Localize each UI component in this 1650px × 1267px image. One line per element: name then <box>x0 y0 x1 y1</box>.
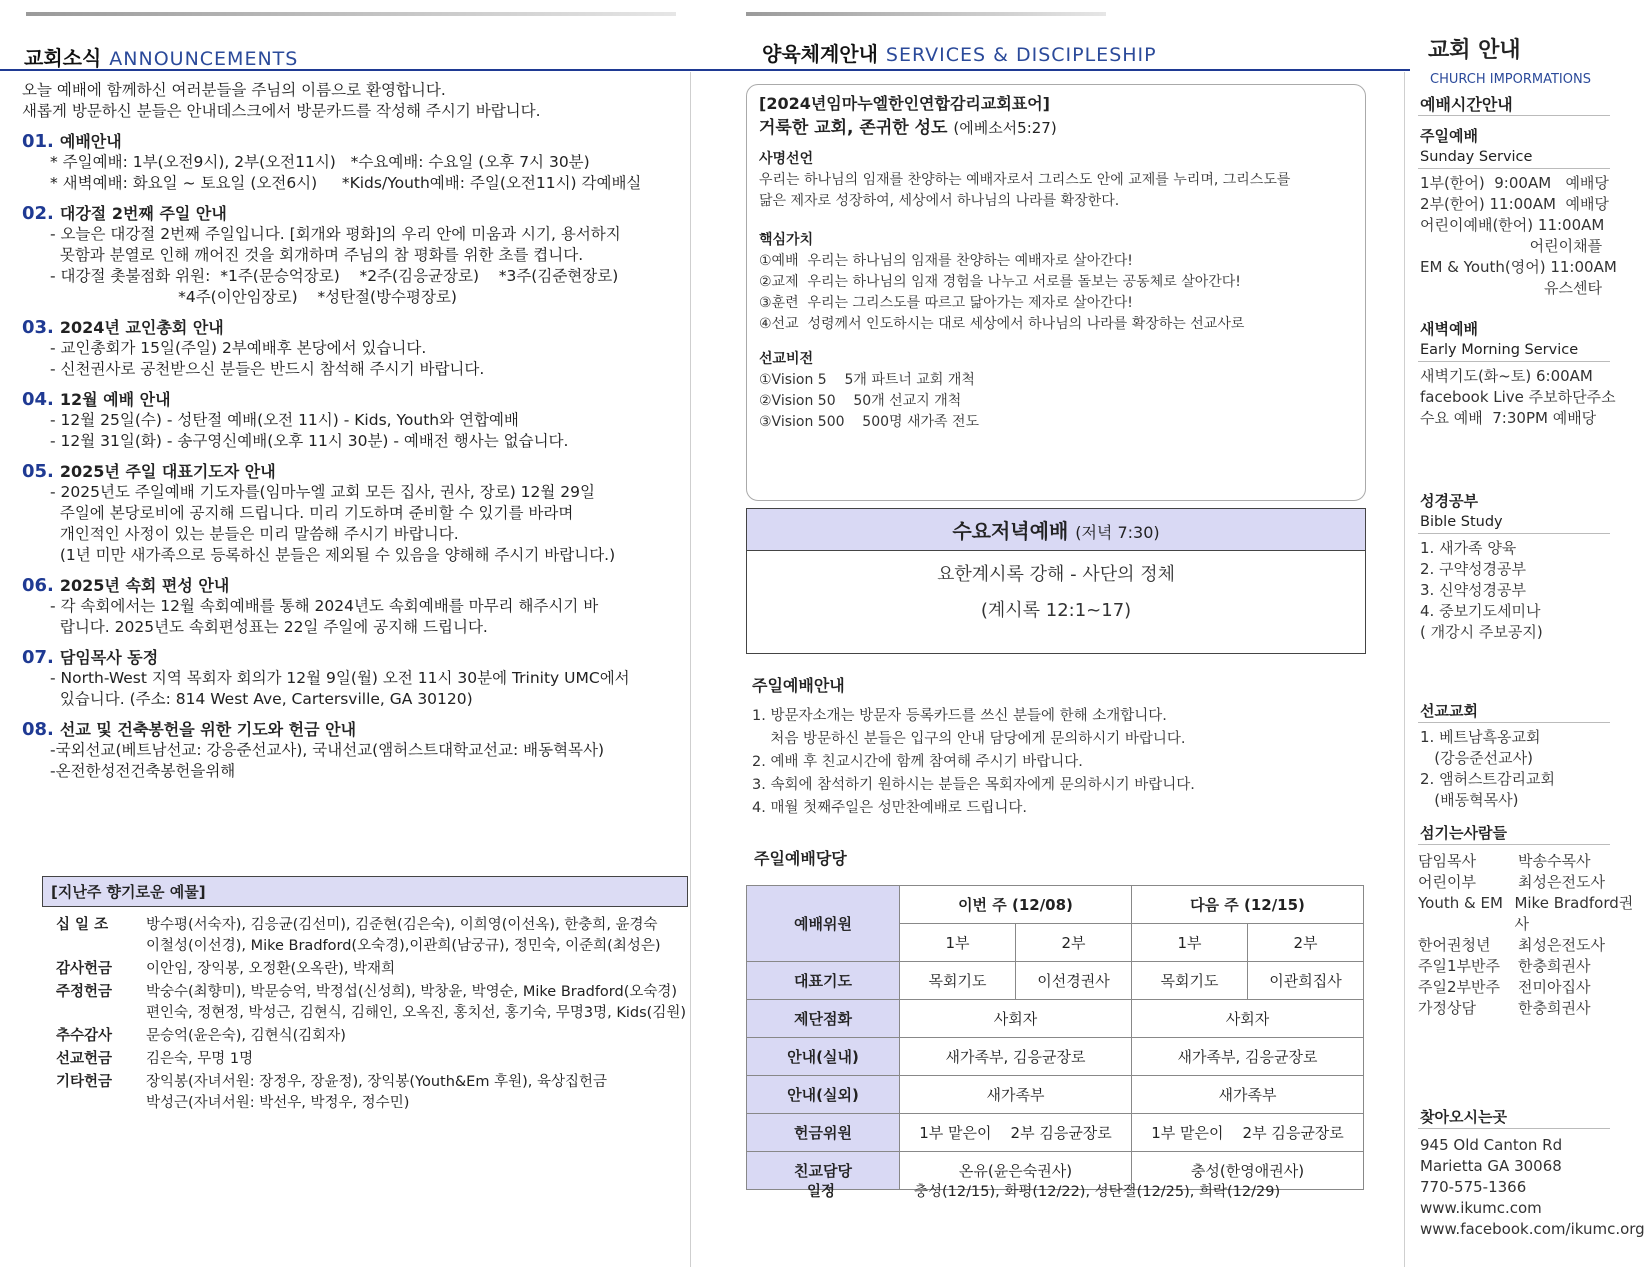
staff-row <box>1418 893 1643 935</box>
core-values-title: 핵심가치 <box>759 232 814 248</box>
guide-line: 처음 방문하신 분들은 입구의 안내 담당에게 문의하시기 바랍니다. <box>752 731 1186 747</box>
motto-reference: (에베소서5:27) <box>953 119 1057 137</box>
staff-row <box>1418 956 1643 977</box>
announcement-line: 개인적인 사정이 있는 분들은 미리 말씀해 주시기 바랍니다. <box>50 525 459 543</box>
mission-church-item: (배동혁목사) <box>1420 791 1519 809</box>
staff-role: 주일1부반주 <box>1418 957 1500 975</box>
announcement-line: -온전한성전건축봉헌을위해 <box>50 762 236 780</box>
staff-role: 한어권청년 <box>1418 936 1491 954</box>
offering-names: 문승억(윤은숙), 김현식(김회자) <box>146 1028 346 1044</box>
announcements-column <box>22 80 687 782</box>
announcement-heading: 선교 및 건축봉헌을 위한 기도와 헌금 안내 <box>59 720 357 739</box>
service-1-header: 1부 <box>1132 924 1248 962</box>
wednesday-service-box <box>746 508 1366 654</box>
duty-cell: 이선경권사 <box>1016 962 1132 1000</box>
table-row <box>747 1114 1364 1152</box>
offering-names: 장익봉(자녀서원: 장정우, 장윤정), 장익봉(Youth&Em 후원), 육상집헌금 박성근(자녀서원: 박선우, 박정우, 정수민) <box>146 1074 608 1111</box>
announcement-item <box>22 317 687 380</box>
sunday-service-title-en: Sunday Service <box>1418 147 1610 169</box>
sermon-scripture: (계시록 12:1~17) <box>980 600 1132 621</box>
offering-names: 박숭수(최향미), 박문승억, 박정섭(신성희), 박창윤, 박영순, Mike Bradford(오숙경) 편인숙, 정현정, 박성근, 김현식, 김해인, 오옥진, 홍치선, 홍기숙, 무명3명, Kids(김원) <box>146 984 686 1021</box>
staff-row <box>1418 851 1643 872</box>
duty-role: 친교담당 <box>747 1152 900 1190</box>
announcement-number: 01. <box>22 131 54 152</box>
service-time-line: 새벽기도(화~토) 6:00AM <box>1420 367 1593 385</box>
guide-line: 2. 예배 후 친교시간에 함께 참여해 주시기 바랍니다. <box>752 754 1083 770</box>
services-title-ko: 양육체계안내 <box>762 42 878 66</box>
announcement-title <box>22 719 687 740</box>
announcement-line: - 12월 25일(수) - 성탄절 예배(오전 11시) - Kids, Youth와 연합예배 <box>50 411 519 429</box>
announcement-body <box>22 338 687 380</box>
staff-title: 섬기는사람들 <box>1418 823 1610 845</box>
announcement-body <box>22 152 687 194</box>
staff-role: 주일2부반주 <box>1418 978 1500 996</box>
duty-cell: 온유(윤은숙권사) <box>900 1152 1132 1190</box>
dawn-service-title-en: Early Morning Service <box>1418 340 1610 362</box>
staff-role: 가정상담 <box>1418 999 1476 1017</box>
duty-cell: 새가족부 <box>1132 1076 1364 1114</box>
bible-study-item: 4. 중보기도세미나 <box>1420 602 1541 620</box>
announcement-title <box>22 461 687 482</box>
bible-study-item: 2. 구약성경공부 <box>1420 560 1527 578</box>
wednesday-service-time: (저녁 7:30) <box>1075 523 1160 542</box>
announcement-heading: 대강절 2번째 주일 안내 <box>59 204 227 223</box>
offering-label: 추수감사 <box>56 1028 113 1044</box>
service-time-line: 어린이채플 <box>1420 237 1603 255</box>
service-2-header: 2부 <box>1016 924 1132 962</box>
services-title-en: SERVICES & DISCIPLESHIP <box>885 44 1157 66</box>
announcement-number: 06. <box>22 575 54 596</box>
duty-role: 안내(실내) <box>747 1038 900 1076</box>
announcement-body <box>22 410 687 452</box>
staff-name: 박송수목사 <box>1518 852 1591 870</box>
bible-study-title-ko: 성경공부 <box>1420 492 1478 510</box>
core-values-text: ①예배 우리는 하나님의 임재를 찬양하는 예배자로 살아간다! ②교제 우리는 하나님의 임재 경험을 나누고 서로를 돌보는 공동체로 살아간다! ③훈련 우리는 그리스도를 따르고 닮아가는 제자로 살아간다! ④선교 성령께서 인도하시는 대로 세상에서 하나님의 나라를 확장하는 선교사로 <box>759 253 1245 332</box>
announcement-item <box>22 647 687 710</box>
announcement-title <box>22 389 687 410</box>
duty-cell: 새가족부, 김응균장로 <box>1132 1038 1364 1076</box>
offering-box <box>42 876 688 1114</box>
announcement-line: 있습니다. (주소: 814 West Ave, Cartersville, GA 30120) <box>50 690 473 708</box>
offering-row <box>42 1072 688 1114</box>
announcement-line: (1년 미만 새가족으로 등록하신 분들은 제외될 수 있음을 양해해 주시기 바랍니다.) <box>50 546 616 564</box>
announcement-item <box>22 719 687 782</box>
sermon-title: 요한계시록 강해 - 사단의 정체 <box>936 564 1176 585</box>
sunday-guide-title: 주일예배안내 <box>752 676 845 695</box>
motto-year: [2024년임마누엘한인연합감리교회표어] <box>759 94 1050 113</box>
announcement-item <box>22 389 687 452</box>
announcement-line: *4주(이안임장로) *성탄절(방수평장로) <box>50 288 457 306</box>
welcome-line: 새롭게 방문하신 분들은 안내데스크에서 방문카드를 작성해 주시기 바랍니다. <box>22 102 541 120</box>
announcement-title <box>22 647 687 668</box>
welcome-line: 오늘 예배에 함께하신 여러분들을 주님의 이름으로 환영합니다. <box>22 81 446 99</box>
schedule-text: 충성(12/15), 화평(12/22), 성탄절(12/25), 희락(12/29) <box>914 1184 1281 1200</box>
mission-statement-title: 사명선언 <box>759 151 814 167</box>
duty-table <box>746 885 1364 1190</box>
address-block <box>1418 1135 1643 1240</box>
bible-study-item: 3. 신약성경공부 <box>1420 581 1527 599</box>
mission-statement-text: 우리는 하나님의 임재를 찬양하는 예배자로서 그리스도 안에 교제를 누리며, 그리스도를 닮은 제자로 성장하여, 세상에서 하나님의 나라를 확장한다. <box>759 172 1291 209</box>
duty-head-label: 예배위원 <box>747 886 900 962</box>
announcement-item <box>22 575 687 638</box>
offering-row <box>42 959 688 980</box>
announcement-line: * 새벽예배: 화요일 ~ 토요일 (오전6시) *Kids/Youth예배: 주일(오전11시) 각예배실 <box>50 174 642 192</box>
announcement-line: - 2025년도 주일예배 기도자를(임마누엘 교회 모든 집사, 권사, 장로) 12월 29일 <box>50 483 596 501</box>
announcement-number: 07. <box>22 647 54 668</box>
bible-study-title-en: Bible Study <box>1418 512 1610 534</box>
announcement-item <box>22 461 687 566</box>
worship-times-title: 예배시간안내 <box>1418 94 1610 116</box>
bible-study-item: 1. 새가족 양육 <box>1420 539 1517 557</box>
announcement-line: - 대강절 촛불점화 위원: *1주(문승억장로) *2주(김응균장로) *3주(김준현장로) <box>50 267 619 285</box>
announcement-line: - 신천권사로 공천받으신 분들은 반드시 참석해 주시기 바랍니다. <box>50 360 485 378</box>
top-rule-middle <box>746 12 1106 16</box>
guide-line: 3. 속회에 참석하기 원하시는 분들은 목회자에게 문의하시기 바랍니다. <box>752 777 1195 793</box>
mission-vision-title: 선교비전 <box>759 351 814 367</box>
announcement-number: 08. <box>22 719 54 740</box>
bible-study-list <box>1418 538 1643 643</box>
announcement-item <box>22 203 687 308</box>
duty-cell: 목회기도 <box>1132 962 1248 1000</box>
announcement-line: 못함과 분열로 인해 깨어진 것을 회개하며 주님의 참 평화를 위한 초를 켭니다. <box>50 246 584 264</box>
column-divider-1 <box>690 72 691 1267</box>
announcement-title <box>22 131 687 152</box>
announcement-body <box>22 482 687 566</box>
table-row <box>747 1076 1364 1114</box>
address-line: 945 Old Canton Rd <box>1420 1136 1563 1154</box>
announcement-number: 03. <box>22 317 54 338</box>
duty-cell: 목회기도 <box>900 962 1016 1000</box>
motto-text: 거룩한 교회, 존귀한 성도 <box>759 118 948 138</box>
service-2-header: 2부 <box>1248 924 1364 962</box>
staff-name: 한충희권사 <box>1518 999 1591 1017</box>
mission-church-item: (강응준선교사) <box>1420 749 1533 767</box>
duty-cell: 1부 맡은이 2부 김응균장로 <box>1132 1114 1364 1152</box>
announcements-header <box>24 42 298 71</box>
address-line: 770-575-1366 <box>1420 1178 1527 1196</box>
announcement-heading: 2025년 속회 편성 안내 <box>59 576 230 595</box>
address-line: www.ikumc.com <box>1420 1199 1542 1217</box>
offering-label: 기타헌금 <box>56 1074 113 1090</box>
motto <box>759 118 1353 139</box>
announcement-line: 랍니다. 2025년도 속회편성표는 22일 주일에 공지해 드립니다. <box>50 618 488 636</box>
duty-cell: 새가족부 <box>900 1076 1132 1114</box>
address-line: www.facebook.com/ikumc.org <box>1420 1220 1645 1238</box>
next-week-header: 다음 주 (12/15) <box>1132 886 1364 924</box>
announcement-item <box>22 131 687 194</box>
service-time-line: facebook Live 주보하단주소 <box>1420 388 1616 406</box>
announcement-heading: 2024년 교인총회 안내 <box>59 318 224 337</box>
service-time-line: 2부(한어) 11:00AM 예배당 <box>1420 195 1609 213</box>
table-row <box>747 1000 1364 1038</box>
bible-study-item: ( 개강시 주보공지) <box>1420 623 1543 641</box>
offering-row <box>42 982 688 1024</box>
fellowship-schedule <box>746 1180 1280 1201</box>
announcement-body <box>22 668 687 710</box>
announcement-title <box>22 317 687 338</box>
announcement-line: -국외선교(베트남선교: 강응준선교사), 국내선교(앰허스트대학교선교: 배동혁목사) <box>50 741 605 759</box>
sunday-guide <box>752 674 1372 820</box>
announcement-body <box>22 596 687 638</box>
mission-church-item: 1. 베트남흑옹교회 <box>1420 728 1541 746</box>
sunday-service-times <box>1418 173 1643 299</box>
offering-names: 김은숙, 무명 1명 <box>146 1051 254 1067</box>
sunday-service-title-ko: 주일예배 <box>1420 127 1478 145</box>
staff-name: Mike Bradford권사 <box>1514 894 1634 933</box>
church-info-title: 교회 안내 <box>1428 38 1521 63</box>
service-time-line: EM & Youth(영어) 11:00AM <box>1420 258 1617 276</box>
duty-cell: 사회자 <box>1132 1000 1364 1038</box>
offering-label: 십 일 조 <box>56 917 109 933</box>
mission-churches-title: 선교교회 <box>1418 701 1610 723</box>
wednesday-service-header <box>747 509 1365 551</box>
duty-role: 제단점화 <box>747 1000 900 1038</box>
service-time-line: 1부(한어) 9:00AM 예배당 <box>1420 174 1609 192</box>
dawn-service-times <box>1418 366 1643 429</box>
announcement-heading: 담임목사 동정 <box>59 648 159 667</box>
guide-line: 1. 방문자소개는 방문자 등록카드를 쓰신 분들에 한해 소개합니다. <box>752 708 1167 724</box>
announcement-line: - 각 속회에서는 12월 속회예배를 통해 2024년도 속회예배를 마무리 해주시기 바 <box>50 597 599 615</box>
staff-name: 최성은전도사 <box>1518 873 1605 891</box>
welcome-text <box>22 80 687 122</box>
duty-cell: 사회자 <box>900 1000 1132 1038</box>
announcement-list <box>22 131 687 782</box>
announcement-line: - North-West 지역 목회자 회의가 12월 9일(월) 오전 11시 30분에 Trinity UMC에서 <box>50 669 630 687</box>
wednesday-sermon <box>747 551 1365 629</box>
sunday-guide-list <box>752 705 1372 820</box>
duty-title: 주일예배당당 <box>754 849 847 868</box>
staff-row <box>1418 872 1643 893</box>
announcements-title-en: ANNOUNCEMENTS <box>109 48 299 70</box>
announcement-title <box>22 575 687 596</box>
offering-row <box>42 1049 688 1070</box>
service-1-header: 1부 <box>900 924 1016 962</box>
duty-cell: 1부 맡은이 2부 김응균장로 <box>900 1114 1132 1152</box>
mission-box <box>746 84 1366 501</box>
offering-label: 주정헌금 <box>56 984 113 1000</box>
service-time-line: 수요 예배 7:30PM 예배당 <box>1420 409 1597 427</box>
staff-row <box>1418 998 1643 1019</box>
announcement-heading: 예배안내 <box>59 132 122 151</box>
table-row <box>747 1038 1364 1076</box>
service-time-line: 유스센타 <box>1420 279 1602 297</box>
announcement-body <box>22 224 687 308</box>
staff-row <box>1418 935 1643 956</box>
announcement-line: - 교인총회가 15일(주일) 2부예배후 본당에서 있습니다. <box>50 339 427 357</box>
staff-name: 한충희권사 <box>1518 957 1591 975</box>
staff-list <box>1418 851 1643 1019</box>
church-info-subtitle: CHURCH IMPORMATIONS <box>1430 72 1591 87</box>
duty-cell: 새가족부, 김응균장로 <box>900 1038 1132 1076</box>
announcement-body <box>22 740 687 782</box>
offering-list <box>42 915 688 1114</box>
staff-row <box>1418 977 1643 998</box>
staff-role: 어린이부 <box>1418 873 1476 891</box>
announcement-heading: 2025년 주일 대표기도자 안내 <box>59 462 276 481</box>
duty-role: 대표기도 <box>747 962 900 1000</box>
announcement-line: - 오늘은 대강절 2번째 주일입니다. [회개와 평화]의 우리 안에 미움과 시기, 용서하지 <box>50 225 621 243</box>
announcement-title <box>22 203 687 224</box>
address-title: 찾아오시는곳 <box>1418 1107 1610 1129</box>
mission-churches-list <box>1418 727 1643 811</box>
table-row <box>747 962 1364 1000</box>
dawn-service-title-ko: 새벽예배 <box>1420 320 1478 338</box>
staff-name: 최성은전도사 <box>1518 936 1605 954</box>
announcement-heading: 12월 예배 안내 <box>59 390 171 409</box>
offering-title: [지난주 향기로운 예물] <box>42 876 688 907</box>
services-header <box>762 38 1157 67</box>
offering-label: 감사헌금 <box>56 961 113 977</box>
address-line: Marietta GA 30068 <box>1420 1157 1562 1175</box>
guide-line: 4. 매월 첫째주일은 성만찬예배로 드립니다. <box>752 800 1027 816</box>
mission-church-item: 2. 앰허스트감리교회 <box>1420 770 1556 788</box>
announcement-line: * 주일예배: 1부(오전9시), 2부(오전11시) *수요예배: 수요일 (오후 7시 30분) <box>50 153 590 171</box>
duty-cell: 이관희집사 <box>1248 962 1364 1000</box>
mission-vision-text: ①Vision 5 5개 파트너 교회 개척 ②Vision 50 50개 선교지 개척 ③Vision 500 500명 새가족 전도 <box>759 372 980 430</box>
service-time-line: 어린이예배(한어) 11:00AM <box>1420 216 1605 234</box>
church-info-column <box>1418 40 1643 1240</box>
offering-row <box>42 915 688 957</box>
duty-cell: 충성(한영애권사) <box>1132 1152 1364 1190</box>
announcements-title-ko: 교회소식 <box>24 46 102 70</box>
staff-role: Youth & EM <box>1418 894 1503 912</box>
announcement-line: 주일에 본당로비에 공지해 드립니다. 미리 기도하며 준비할 수 있기를 바라며 <box>50 504 574 522</box>
offering-row <box>42 1026 688 1047</box>
duty-role: 안내(실외) <box>747 1076 900 1114</box>
this-week-header: 이번 주 (12/08) <box>900 886 1132 924</box>
staff-name: 전미아집사 <box>1518 978 1591 996</box>
offering-names: 방수평(서숙자), 김응균(김선미), 김준현(김은숙), 이희영(이선옥), 한충희, 윤경숙 이철성(이선경), Mike Bradford(오숙경),이관희(남궁규), 정민숙, 이준희(최성은) <box>146 917 661 954</box>
offering-label: 선교헌금 <box>56 1051 113 1067</box>
staff-role: 담임목사 <box>1418 852 1476 870</box>
table-row <box>747 886 1364 924</box>
column-divider-2 <box>1404 72 1405 1267</box>
announcement-number: 02. <box>22 203 54 224</box>
duty-role: 헌금위원 <box>747 1114 900 1152</box>
wednesday-service-title: 수요저녁예배 <box>952 519 1069 543</box>
offering-names: 이안임, 장익봉, 오정환(오옥란), 박재희 <box>146 961 396 977</box>
announcement-number: 04. <box>22 389 54 410</box>
top-rule-left <box>26 12 676 16</box>
announcement-line: - 12월 31일(화) - 송구영신예배(오후 11시 30분) - 예배전 행사는 없습니다. <box>50 432 569 450</box>
announcement-number: 05. <box>22 461 54 482</box>
schedule-label: 일정 <box>806 1184 835 1200</box>
